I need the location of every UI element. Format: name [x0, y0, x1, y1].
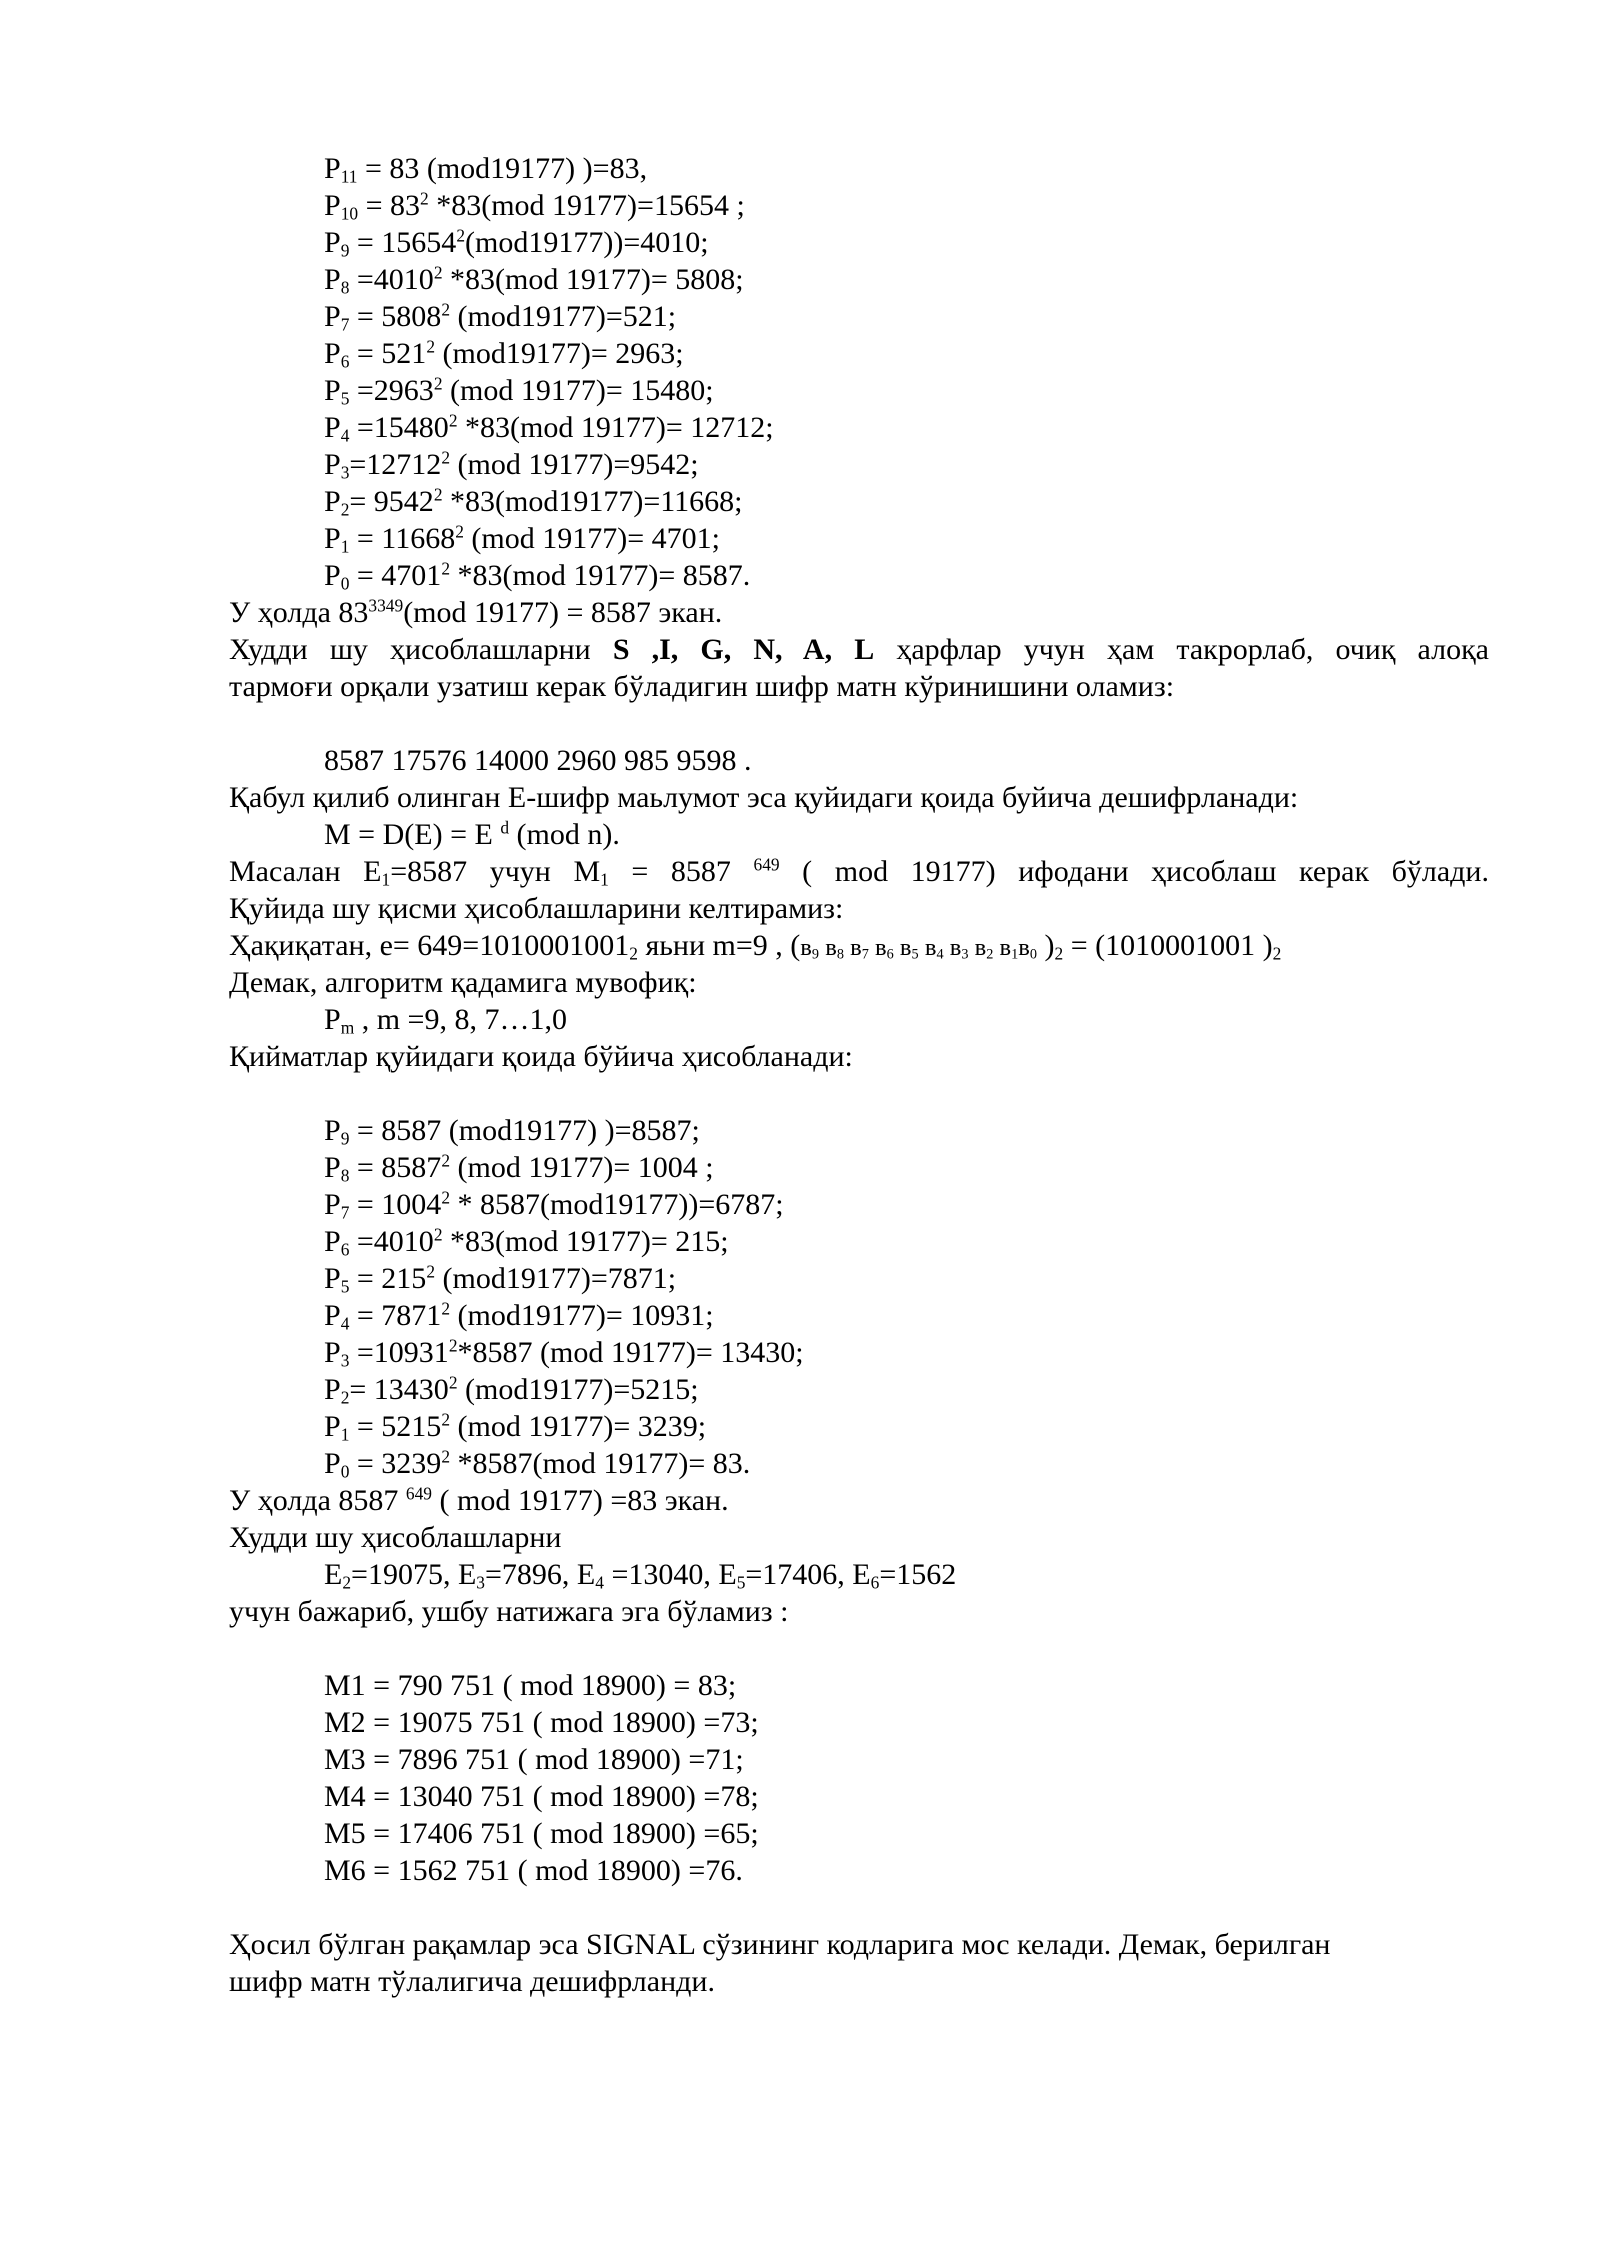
paragraph-line: Худди шу ҳисоблашларни: [229, 1521, 562, 1554]
encryption-steps: [229, 150, 1489, 594]
step-line: $P_2= 13430^2$ (mod19177)=5215;: [324, 1372, 699, 1408]
message-line: M4 = 13040 751 ( mod 18900) =78;: [324, 1780, 759, 1813]
step-line: $P_6 = 521^2$ (mod19177)= 2963;: [324, 336, 684, 372]
step-line: $P_7 = 1004^2 * 8587(mod19177))=6787$;: [324, 1187, 784, 1223]
step-line: $P_5 =2963^2$ (mod 19177)= 15480;: [324, 373, 714, 409]
step-line: $P_1 = 5215^2$ (mod 19177)= 3239;: [324, 1409, 707, 1445]
paragraph-line: Қабул қилиб олинган E-шифр маьлумот эса қуйидаги қоида буйича дешифрланади:: [229, 781, 1299, 814]
message-line: M1 = 790 751 ( mod 18900) = 83;: [324, 1669, 737, 1702]
step-line: $P_2= 9542^2$ *83(mod19177)=11668;: [324, 484, 743, 520]
paragraph-line: учун бажариб, ушбу натижага эга бўламиз :: [229, 1595, 789, 1628]
step-line: $P_7 = 5808^2$ (mod19177)=521;: [324, 299, 677, 335]
ciphertext: 8587 17576 14000 2960 985 9598 .: [324, 744, 752, 777]
step-line: $P_8 =4010^2$ *83(mod 19177)= 5808;: [324, 262, 744, 298]
step-line: $P_9 = 8587$ (mod19177) )=8587;: [324, 1114, 700, 1149]
paragraph-line: Худди шу ҳисоблашларни S ,I, G, N, A, L ҳарфлар учун ҳам такрорлаб, очиқ алоқа: [229, 633, 1489, 666]
message-line: M5 = 17406 751 ( mod 18900) =65;: [324, 1817, 759, 1850]
paragraph-line: тармоғи орқали узатиш керак бўладигин шифр матн кўринишини оламиз:: [229, 670, 1175, 703]
step-line: $P_3 =10931^2*8587$ (mod 19177)= 13430;: [324, 1335, 804, 1371]
pm-line: $P_m$ , m =9, 8, 7…1,0: [324, 1003, 567, 1038]
cipher-values-line: $E_2=19075$, $E_3=7896$, $E_4 =13040$, $E_5=17406$, $E_6=1562$: [324, 1558, 957, 1593]
step-line: $P_6 =4010^2$ *83(mod 19177)= 215;: [324, 1224, 729, 1260]
binary-expansion: Ҳақиқатан, $e= 649=1010001001_2$ яьни m=9 , ($в_9$ $в_8$ $в_7$ $в_6$ $в_5$ $в_4$ $в_3$ $в_2$ $в_1в_0$ )$_2 = (1010001001$ )$_2$: [229, 929, 1282, 964]
document-page: [229, 150, 1489, 2000]
step-line: $P_9 = 15654^2(mod19177))=4010$;: [324, 225, 709, 261]
message-line: M2 = 19075 751 ( mod 18900) =73;: [324, 1706, 759, 1739]
paragraph-line: Демак, алгоритм қадамига мувофиқ:: [229, 966, 697, 999]
decryption-formula: M = D(E) = E $^d$ (mod n).: [324, 817, 620, 851]
message-values: [229, 1667, 1489, 1889]
step-line: $P_3=12712^2$ (mod 19177)=9542;: [324, 447, 699, 483]
paragraph-line: Қуйида шу қисми ҳисоблашларини келтирамиз:: [229, 892, 844, 925]
step-line: $P_0 = 3239^2$ *8587(mod 19177)= 83.: [324, 1446, 751, 1482]
conclusion-line: шифр матн тўлалигича дешифрланди.: [229, 1965, 715, 1998]
decryption-result: У ҳолда 8587 $^{649}$ ( mod 19177) =83 экан.: [229, 1483, 729, 1517]
message-line: M6 = 1562 751 ( mod 18900) =76.: [324, 1854, 743, 1887]
step-line: $P_5 = 215^2$ (mod19177)=7871;: [324, 1261, 677, 1297]
paragraph-line: Масалан $E_1=8587$ учун $M_1 = 8587$ $^{649}$ ( mod 19177) ифодани ҳисоблаш керак бўлади.: [229, 854, 1489, 890]
step-line: $P_4 = 7871^2$ (mod19177)= 10931;: [324, 1298, 714, 1334]
conclusion-line: Ҳосил бўлган рақамлар эса SIGNAL сўзининг кодларига мос келади. Демак, берилган: [229, 1928, 1331, 1961]
step-line: $P_4 =15480^2$ *83(mod 19177)= 12712;: [324, 410, 774, 446]
step-line: $P_{11} = 83$ (mod19177) )=83,: [324, 152, 648, 187]
paragraph-line: Қийматлар қуйидаги қоида бўйича ҳисобланади:: [229, 1040, 853, 1073]
step-line: $P_1 = 11668^2$ (mod 19177)= 4701;: [324, 521, 720, 557]
step-line: $P_0 = 4701^2$ *83(mod 19177)= 8587.: [324, 558, 751, 594]
step-line: $P_8 = 8587^2$ (mod 19177)= 1004 ;: [324, 1150, 714, 1186]
message-line: M3 = 7896 751 ( mod 18900) =71;: [324, 1743, 744, 1776]
step-line: $P_{10} = 83^2$ *83(mod 19177)=15654 ;: [324, 188, 745, 224]
decryption-steps: [229, 1112, 1489, 1482]
encryption-result: У ҳолда $83^{3349}(mod$ 19177) = 8587 экан.: [229, 595, 723, 629]
